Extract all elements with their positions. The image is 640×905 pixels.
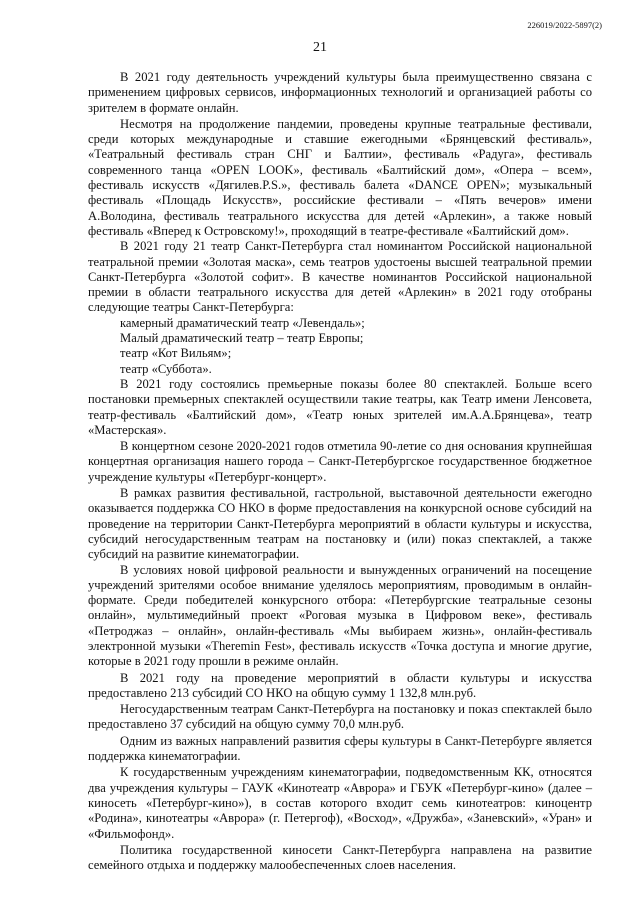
document-body: [88, 70, 592, 873]
paragraph-theatre-subsidies: Негосударственным театрам Санкт-Петербурга на постановку и показ спектаклей было предоставлено 37 субсидий на общую сумму 70,0 млн.руб.: [88, 702, 592, 732]
paragraph-cinema-policy: Политика государственной киносети Санкт-Петербурга направлена на развитие семейного отдыха и поддержку малообеспеченных слоев населения.: [88, 842, 592, 873]
paragraph-subsidies-total: В 2021 году на проведение мероприятий в области культуры и искусства предоставлено 213 субсидий СО НКО на общую сумму 1 132,8 млн.руб.: [88, 670, 592, 700]
paragraph-premieres: В 2021 году состоялись премьерные показы более 80 спектаклей. Больше всего постановки премьерных спектаклей осуществили такие театры, как Театр имени Ленсовета, театр-фестиваль «Балтийский дом», «Театр юных зрителей им.А.А.Брянцева», театр «Мастерская».: [88, 376, 592, 437]
list-item-theatre: камерный драматический театр «Левендаль»;: [120, 315, 365, 330]
paragraph-cinema-support: Одним из важных направлений развития сферы культуры в Санкт-Петербурге является поддержка кинематографии.: [88, 733, 592, 764]
list-item-theatre: театр «Кот Вильям»;: [120, 346, 232, 361]
paragraph-online-events: В условиях новой цифровой реальности и вынужденных ограничений на посещение учреждений зрителями особое внимание уделялось мероприятиям, проводимым в онлайн-формате. Среди победителей конкурсного отбора: «Петербургские театральные сезоны онлайн», мультимедийный проект «Роговая музыка в Цифровом веке», фестиваль «Петроджаз – онлайн», онлайн-фестиваль «Мы выбираем жизнь», онлайн-фестиваль электронной музыки «Theremin Fest», фестиваль искусств «Точка доступа и многие другие, которые в 2021 году прошли в режиме онлайн.: [88, 562, 592, 669]
paragraph-cinema-institutions: К государственным учреждениям кинематографии, подведомственным КК, относятся два учреждения культуры – ГАУК «Кинотеатр «Аврора» и ГБУК «Петербург-кино» (далее – киносеть «Петербург-кино»), в состав которого входит семь кинотеатров: киноцентр «Родина», кинотеатры «Аврора» (г. Петергоф), «Восход», «Дружба», «Заневский», «Уран» и «Фильмофонд».: [88, 765, 592, 841]
paragraph-concert-season: В концертном сезоне 2020-2021 годов отметила 90-летие со дня основания крупнейшая концертная организация нашего города – Санкт-Петербургское государственное бюджетное учреждение культуры «Петербург-концерт».: [88, 439, 592, 484]
document-id: 226019/2022-5897(2): [527, 20, 602, 30]
paragraph-digital-services: В 2021 году деятельность учреждений культуры была преимущественно связана с применением цифровых сервисов, информационных технологий и организацией работы со зрителем в формате онлайн.: [88, 70, 592, 115]
list-item-theatre: Малый драматический театр – театр Европы;: [120, 331, 364, 346]
paragraph-nko-support: В рамках развития фестивальной, гастрольной, выставочной деятельности ежегодно оказывается поддержка СО НКО в форме предоставления на конкурсной основе субсидий на проведение на территории Санкт-Петербурга мероприятий в области культуры и искусства, субсидий негосударственным театрам на постановку и (или) показ спектаклей, а также субсидий на развитие кинематографии.: [88, 486, 592, 562]
page-number: 21: [313, 40, 327, 55]
paragraph-theatre-awards: В 2021 году 21 театр Санкт-Петербурга стал номинантом Российской национальной театральной премии «Золотая маска», семь театров удостоены высшей театральной премии Санкт-Петербурга «Золотой софит». В качестве номинантов Российской национальной премии в области театрального искусства для детей «Арлекин» в 2021 году отобраны следующие театры Санкт-Петербурга:: [88, 239, 592, 315]
paragraph-festivals: Несмотря на продолжение пандемии, проведены крупные театральные фестивали, среди которых международные и ставшие ежегодными «Брянцевский фестиваль», «Театральный фестиваль стран СНГ и Балтии», фестиваль «Радуга», фестиваль современного танца «OPEN LOOK», фестиваль «Балтийский дом», «Опера – всем», фестиваль искусств «Дягилев.P.S.», фестиваль балета «DANCE OPEN»; музыкальный фестиваль «Площадь Искусств», российские фестивали – «Пять вечеров» имени А.Володина, фестиваль театрального искусства для детей «Арлекин», а также новый фестиваль «Вперед к Островскому!», проходящий в театре-фестивале «Балтийский дом».: [88, 116, 592, 238]
list-item-theatre: театр «Суббота».: [120, 361, 212, 376]
